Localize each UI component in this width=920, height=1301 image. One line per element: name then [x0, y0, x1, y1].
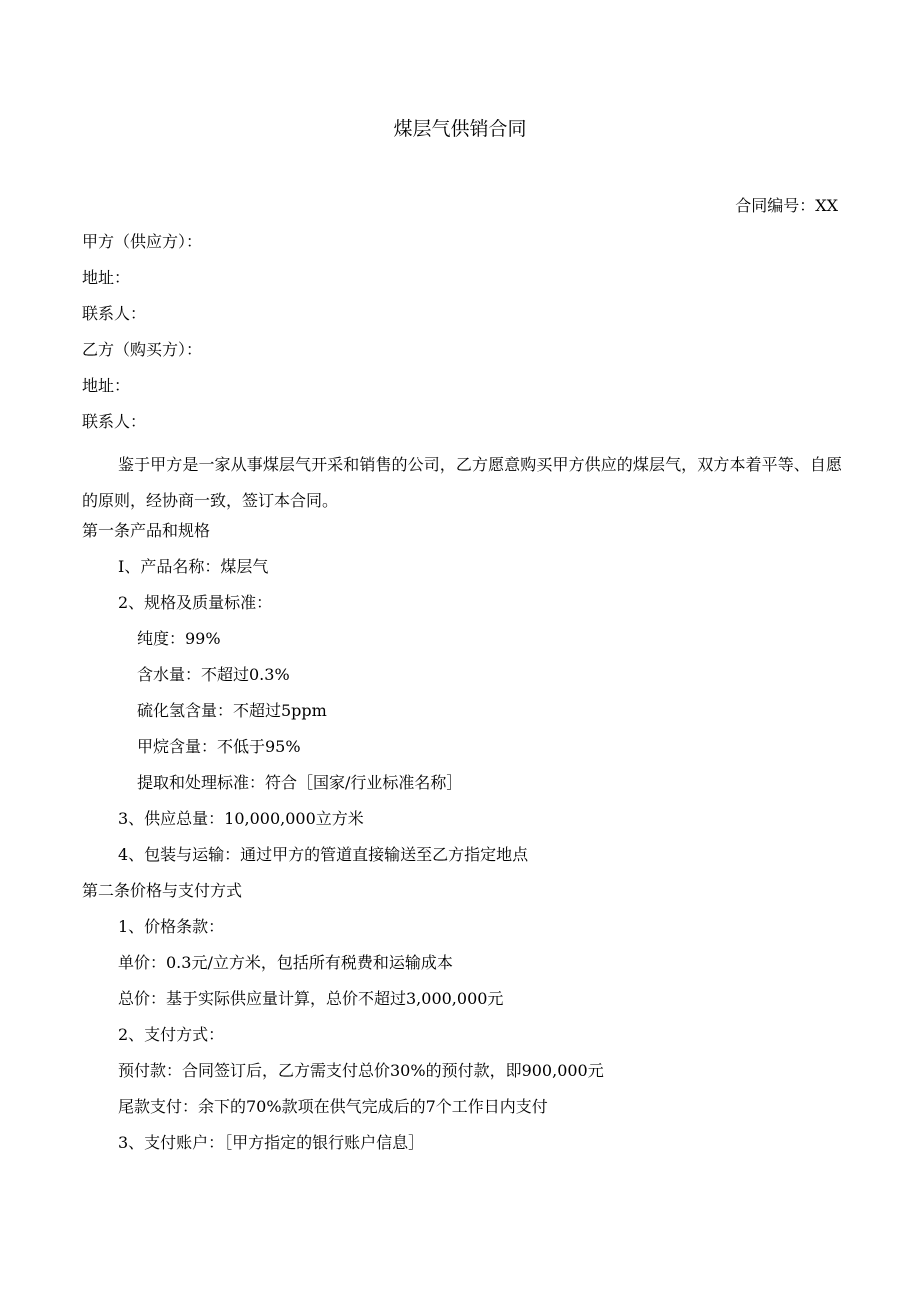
- preamble-paragraph: 鉴于甲方是一家从事煤层气开采和销售的公司，乙方愿意购买甲方供应的煤层气，双方本着平等、自愿的原则，经协商一致，签订本合同。: [82, 455, 842, 510]
- spec-purity: 纯度：99%: [137, 629, 221, 648]
- total-price: 总价：基于实际供应量计算，总价不超过3,000,000元: [118, 989, 504, 1008]
- article1-item2: 2、规格及质量标准：: [118, 593, 273, 612]
- article1-item3: 3、供应总量：10,000,000立方米: [118, 809, 364, 828]
- party-b-contact: 联系人：: [82, 412, 147, 431]
- party-b-label: 乙方（购买方）：: [82, 340, 203, 359]
- balance-payment: 尾款支付：余下的70%款项在供气完成后的7个工作日内支付: [118, 1097, 548, 1116]
- unit-price: 单价：0.3元/立方米，包括所有税费和运输成本: [118, 953, 453, 972]
- prepayment: 预付款：合同签订后，乙方需支付总价30%的预付款，即900,000元: [118, 1061, 604, 1080]
- party-a-contact: 联系人：: [82, 304, 147, 323]
- document-title: 煤层气供销合同: [393, 118, 527, 140]
- spec-standard: 提取和处理标准：符合［国家/行业标准名称］: [137, 773, 463, 792]
- article2-item3: 3、支付账户：［甲方指定的银行账户信息］: [118, 1133, 425, 1152]
- party-a-address: 地址：: [82, 268, 131, 287]
- article1-item1: I、产品名称：煤层气: [118, 557, 269, 576]
- contract-number: 合同编号：XX: [735, 196, 838, 215]
- spec-methane-content: 甲烷含量：不低于95%: [137, 737, 301, 756]
- party-a-label: 甲方（供应方）：: [82, 232, 203, 251]
- article1-item4: 4、包装与运输：通过甲方的管道直接输送至乙方指定地点: [118, 845, 529, 864]
- article1-heading: 第一条产品和规格: [82, 521, 211, 540]
- article2-item1: 1、价格条款：: [118, 917, 225, 936]
- article2-item2: 2、支付方式：: [118, 1025, 225, 1044]
- spec-water-content: 含水量：不超过0.3%: [137, 665, 290, 684]
- article2-heading: 第二条价格与支付方式: [82, 881, 243, 900]
- spec-h2s-content: 硫化氢含量：不超过5ppm: [137, 701, 327, 720]
- party-b-address: 地址：: [82, 376, 131, 395]
